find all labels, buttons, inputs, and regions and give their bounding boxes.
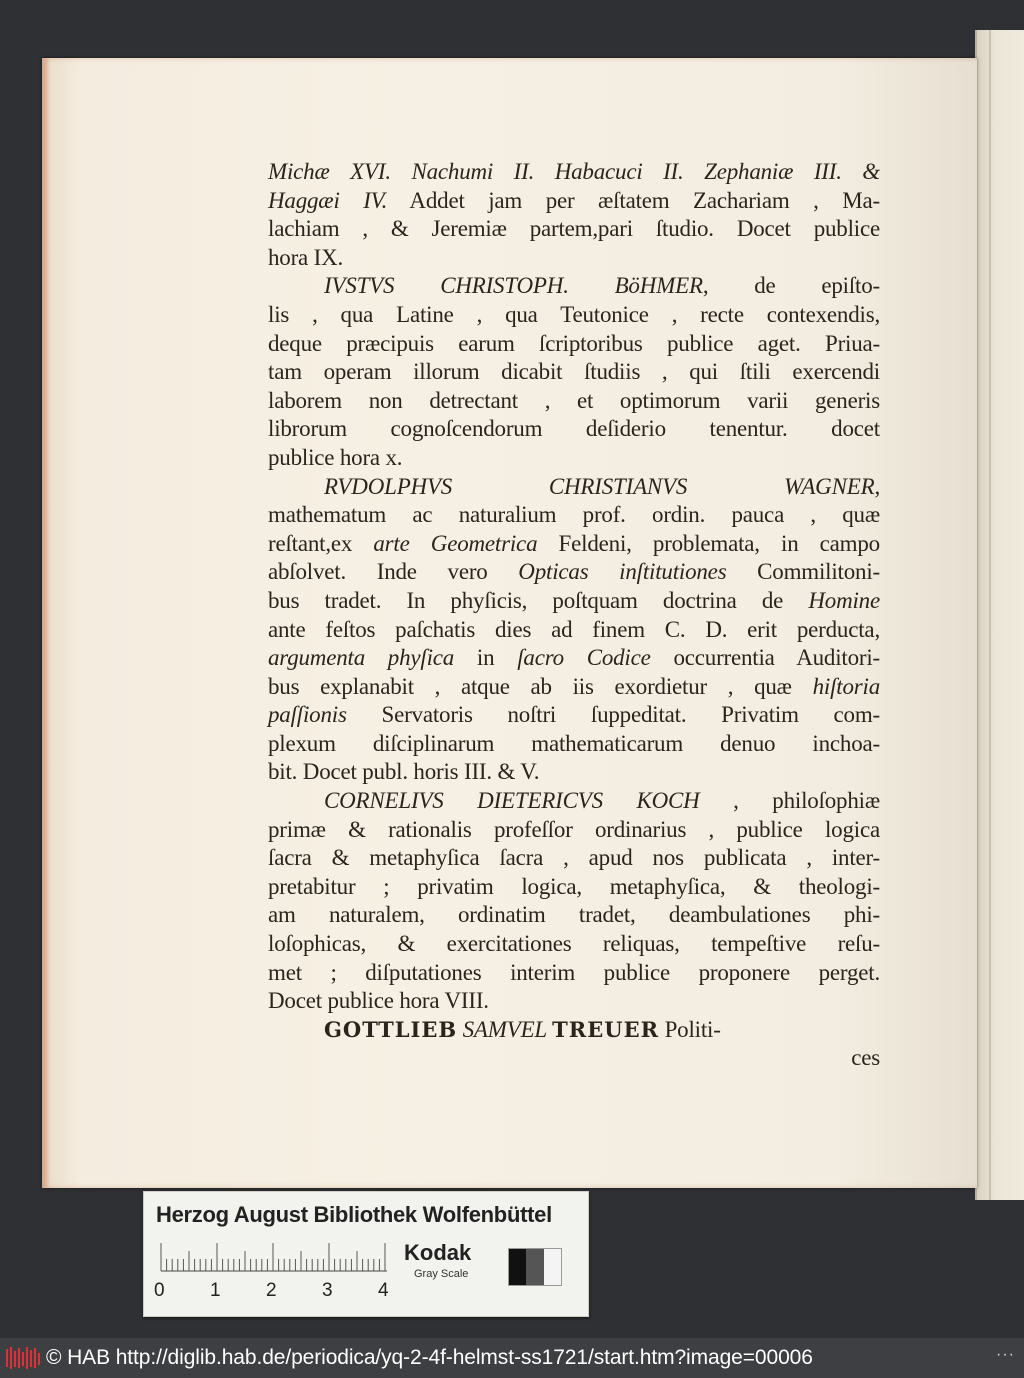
text-line xyxy=(268,215,880,244)
text-run: publice hora x. xyxy=(268,444,403,470)
text-line xyxy=(268,901,880,930)
text-run: hiſtoria xyxy=(812,673,880,699)
text-run: bus explanabit , atque ab iis exordietur , quæ xyxy=(268,673,813,699)
text-line xyxy=(268,730,880,759)
text-run: Michæ XVI. Nachumi II. Habacuci II. Zephaniæ III. & xyxy=(268,159,880,184)
text-run: , xyxy=(874,473,880,499)
text-run: , de epiſto- xyxy=(702,273,880,299)
text-run: lis , qua Latine , qua Teutonice , recte contexendis, xyxy=(268,301,880,327)
text-run: Docet publice hora VIII. xyxy=(268,988,489,1014)
text-run: am naturalem, ordinatim tradet, deambulationes phi- xyxy=(268,902,880,928)
text-run: plexum diſciplinarum mathematicarum denuo inchoa- xyxy=(268,730,880,756)
text-run: reſtant,ex xyxy=(268,530,374,556)
text-run: bus tradet. In phyſicis, poſtquam doctrina de xyxy=(268,587,809,613)
text-line xyxy=(268,444,880,473)
ruler-number: 4 xyxy=(378,1280,389,1301)
gray-patch xyxy=(544,1249,561,1285)
gray-patch xyxy=(509,1249,526,1285)
text-line xyxy=(268,844,880,873)
text-line xyxy=(268,415,880,444)
text-run: ante feſtos paſchatis dies ad finem C. D. erit perducta, xyxy=(268,616,880,642)
text-line xyxy=(268,930,880,959)
text-line xyxy=(268,587,880,616)
text-line xyxy=(268,873,880,902)
text-run: lachiam , & Jeremiæ partem,pari ſtudio. Docet publice xyxy=(268,216,880,242)
ruler-numbers xyxy=(154,1280,394,1304)
text-run: IVSTVS CHRISTOPH. BöHMER xyxy=(324,273,703,299)
text-run: pretabitur ; privatim logica, metaphyſica, & theologi- xyxy=(268,873,880,899)
ruler-number: 0 xyxy=(154,1280,165,1301)
text-run: Politi- xyxy=(659,1016,721,1042)
catchword: ces xyxy=(851,1045,880,1071)
text-run: occurrentia Auditori- xyxy=(650,645,881,671)
text-line xyxy=(268,501,880,530)
paragraph-first-line xyxy=(268,272,880,301)
library-label-card xyxy=(143,1191,589,1317)
text-line xyxy=(268,301,880,330)
text-run: Addet jam per æſtatem Zachariam , Ma- xyxy=(387,187,880,213)
text-run: primæ & rationalis profeſſor ordinarius , publice logica xyxy=(268,816,880,842)
text-line xyxy=(268,530,880,559)
gray-scale-label: Gray Scale xyxy=(414,1268,469,1280)
footer-bar xyxy=(0,1338,1024,1378)
text-run: RVDOLPHVS CHRISTIANVS WAGNER xyxy=(324,473,875,499)
text-run: abſolvet. Inde vero xyxy=(268,559,519,585)
text-line xyxy=(268,244,880,273)
text-run: Servatoris noſtri ſuppeditat. Privatim com- xyxy=(346,702,880,728)
text-run: tam operam illorum dicabit ſtudiis , qui ſtili exercendi xyxy=(268,359,880,385)
text-run: laborem non detrectant , et optimorum varii generis xyxy=(268,387,880,413)
text-line xyxy=(268,187,880,216)
text-line xyxy=(268,987,880,1016)
text-line xyxy=(268,330,880,359)
hab-barcode-logo-icon xyxy=(6,1347,44,1369)
gray-patch xyxy=(526,1249,543,1285)
text-run: in xyxy=(454,645,518,671)
text-run: arte Geometrica xyxy=(373,530,538,556)
text-run: met ; diſputationes interim publice proponere perget. xyxy=(268,959,880,985)
paragraph-first-line xyxy=(268,1016,880,1045)
text-run: Haggæi IV. xyxy=(268,187,388,213)
text-run: Homine xyxy=(808,587,880,613)
text-line xyxy=(268,701,880,730)
text-run: ſacro Codice xyxy=(517,645,651,671)
ruler-number: 3 xyxy=(322,1280,333,1301)
text-line xyxy=(268,387,880,416)
paragraph-first-line xyxy=(268,158,880,187)
ruler-scale xyxy=(160,1242,388,1272)
text-run: , philoſophiæ xyxy=(699,788,880,814)
text-line xyxy=(268,358,880,387)
text-run: TREUER xyxy=(552,1016,660,1042)
paragraph-first-line xyxy=(268,787,880,816)
text-line xyxy=(268,816,880,845)
text-run: hora IX. xyxy=(268,244,344,270)
text-run: CORNELIVS DIETERICVS KOCH xyxy=(324,788,700,814)
text-run: loſophicas, & exercitationes reliquas, tempeſtive reſu- xyxy=(268,931,880,957)
text-run: ſacra & metaphyſica ſacra , apud nos publicata , inter- xyxy=(268,845,880,871)
text-line xyxy=(268,644,880,673)
gray-scale-patches xyxy=(508,1248,562,1286)
library-name: Herzog August Bibliothek Wolfenbüttel xyxy=(156,1202,552,1227)
text-run: argumenta phyſica xyxy=(268,645,455,671)
text-run: Commilitoni- xyxy=(726,559,880,585)
next-page-edge xyxy=(975,30,1024,1200)
text-run: paſſionis xyxy=(268,702,347,728)
text-run: GOTTLIEB xyxy=(324,1016,458,1042)
book-page xyxy=(42,58,977,1188)
copyright-url[interactable]: © HAB http://diglib.hab.de/periodica/yq-2-4f-helmst-ss1721/start.htm?image=00006 xyxy=(46,1346,813,1369)
text-run: librorum cognoſcendorum deſiderio tenentur. docet xyxy=(268,416,880,442)
text-line xyxy=(268,616,880,645)
text-line xyxy=(268,758,880,787)
more-icon[interactable]: ··· xyxy=(996,1346,1015,1363)
text-run: bit. Docet publ. horis III. & V. xyxy=(268,759,540,785)
text-run: Feldeni, problemata, in campo xyxy=(537,530,880,556)
text-run: SAMVEL xyxy=(457,1016,553,1042)
text-run: deque præcipuis earum ſcriptoribus publice aget. Priua- xyxy=(268,330,880,356)
text-run: Opticas inſtitutiones xyxy=(518,559,727,585)
ruler-number: 1 xyxy=(210,1280,221,1301)
text-line xyxy=(268,558,880,587)
text-run: mathematum ac naturalium prof. ordin. pauca , quæ xyxy=(268,502,880,528)
page-text xyxy=(268,158,880,1073)
text-line xyxy=(268,673,880,702)
paragraph-first-line xyxy=(268,473,880,502)
ruler-number: 2 xyxy=(266,1280,277,1301)
kodak-logo: Kodak xyxy=(404,1240,472,1265)
page-gutter-shadow xyxy=(42,58,50,1188)
text-line xyxy=(268,959,880,988)
